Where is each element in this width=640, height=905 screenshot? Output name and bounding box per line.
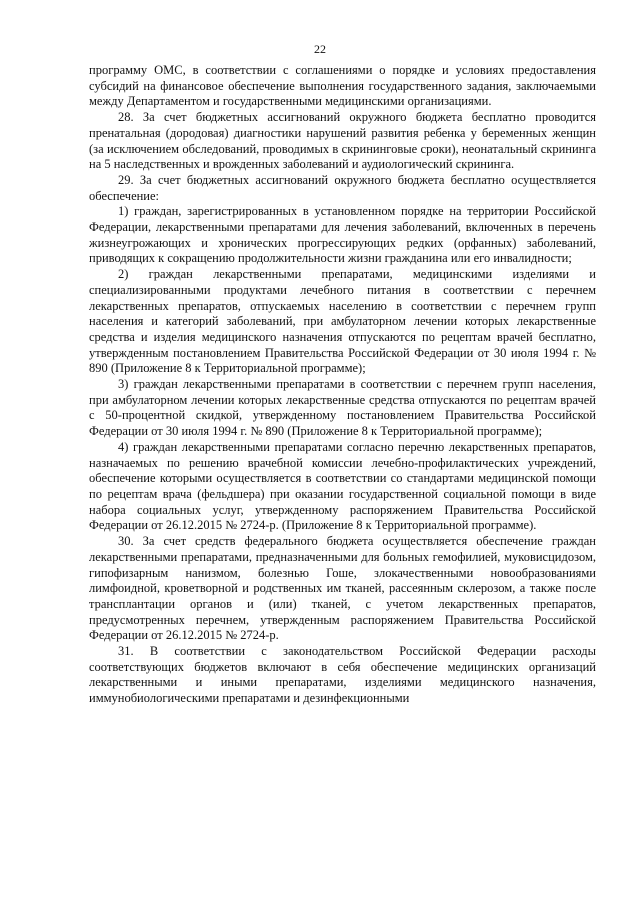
document-body — [89, 63, 596, 707]
paragraph-29-item-4: 4) граждан лекарственными препаратами согласно перечню лекарственных препаратов, назначаемых по решению врачебной комиссии лечебно-профилактических учреждений, обеспечение которыми осуществляется в соответствии со стандартами медицинской помощи по рецептам врача (фельдшера) при оказании государственной социальной помощи в виде набора социальных услуг, утвержденному распоряжением Правительства Российской Федерации от 26.12.2015 № 2724-р. (Приложение 8 к Территориальной программе). — [89, 439, 596, 533]
paragraph-29-item-3: 3) граждан лекарственными препаратами в соответствии с перечнем групп населения, при амбулаторном лечении которых лекарственные средства отпускаются по рецептам врачей с 50-процентной скидкой, утвержденному постановлением Правительства Российской Федерации от 30 июля 1994 г. № 890 (Приложение 8 к Территориальной программе); — [89, 377, 596, 439]
paragraph-29-item-2: 2) граждан лекарственными препаратами, медицинскими изделиями и специализированными продуктами лечебного питания в соответствии с перечнем лекарственных препаратов, отпускаемых населению в соответствии с перечнем групп населения и категорий заболеваний, при амбулаторном лечении которых лекарственные средства и изделия медицинского назначения отпускаются по рецептам врачей бесплатно, утвержденным постановлением Правительства Российской Федерации от 30 июля 1994 г. № 890 (Приложение 8 к Территориальной программе); — [89, 267, 596, 376]
paragraph-29: 29. За счет бюджетных ассигнований окружного бюджета бесплатно осуществляется обеспечение: — [89, 172, 596, 203]
paragraph-29-item-1: 1) граждан, зарегистрированных в установленном порядке на территории Российской Федерации, лекарственными препаратами для лечения заболеваний, включенных в перечень жизнеугрожающих и хронических прогрессирующих редких (орфанных) заболеваний, приводящих к сокращению продолжительности жизни гражданина или его инвалидности; — [89, 204, 596, 266]
paragraph-31: 31. В соответствии с законодательством Российской Федерации расходы соответствующих бюджетов включают в себя обеспечение медицинских организаций лекарственными и иными препаратами, изделиями медицинского назначения, иммунобиологическими препаратами и дезинфекционными — [89, 644, 596, 706]
paragraph-28: 28. За счет бюджетных ассигнований окружного бюджета бесплатно проводится пренатальная (дородовая) диагностики нарушений развития ребенка у беременных женщин (за исключением обследований, проводимых в скрининговые сроки), неонатальный скрининга на 5 наследственных и врожденных заболеваний и аудиологический скрининга. — [89, 110, 596, 172]
paragraph-continuation: программу ОМС, в соответствии с соглашениями о порядке и условиях предоставления субсидий на финансовое обеспечение выполнения государственного задания, заключаемыми между Департаментом и государственными медицинскими организациями. — [89, 63, 596, 109]
page-number: 22 — [314, 42, 326, 56]
paragraph-30: 30. За счет средств федерального бюджета осуществляется обеспечение граждан лекарственными препаратами, предназначенными для больных гемофилией, муковисцидозом, гипофизарным нанизмом, болезнью Гоше, злокачественными новообразованиями лимфоидной, кроветворной и родственных им тканей, рассеянным склерозом, а также после трансплантации органов и (или) тканей, с учетом лекарственных препаратов, предусмотренных перечнем, утвержденным распоряжением Правительства Российской Федерации от 26.12.2015 № 2724-р. — [89, 534, 596, 643]
